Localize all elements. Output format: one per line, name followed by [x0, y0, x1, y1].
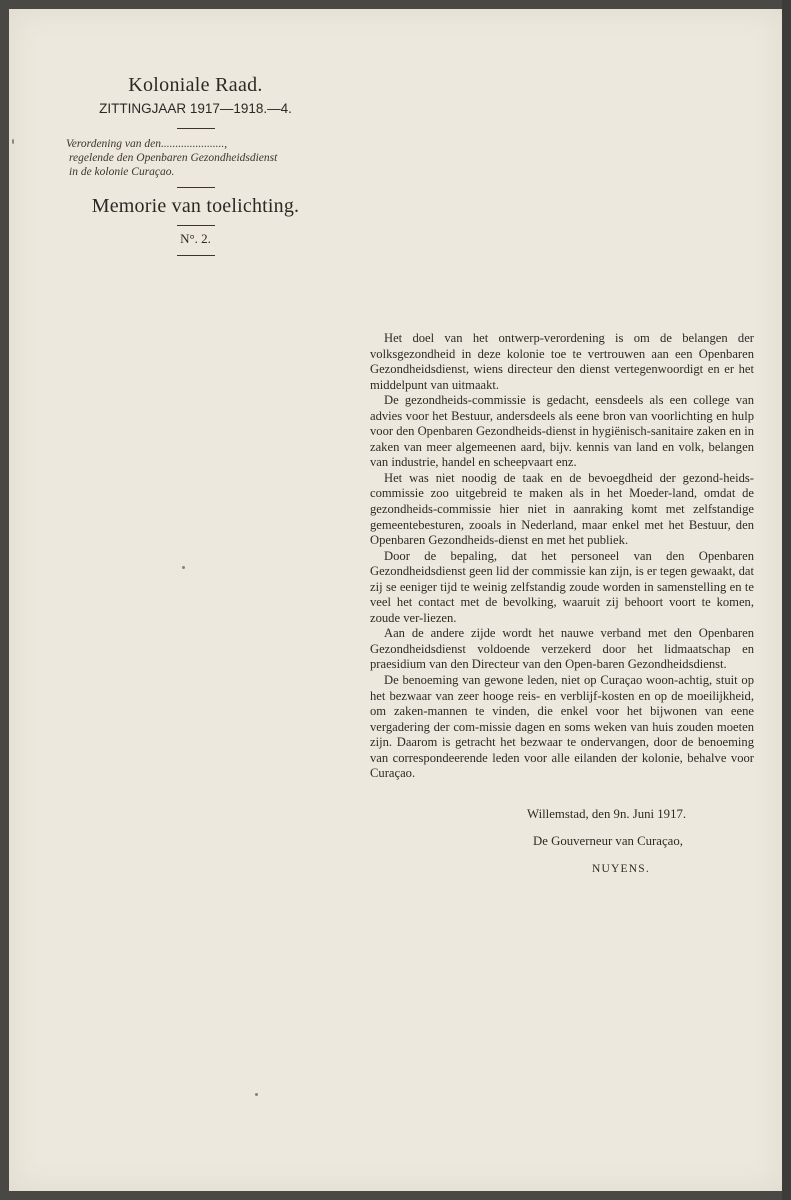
- document-number: N°. 2.: [180, 231, 211, 246]
- signature-name: NUYENS.: [592, 863, 650, 875]
- paper-speck: [182, 566, 185, 569]
- ordinance-description: [58, 137, 333, 179]
- divider: [177, 255, 215, 256]
- ordinance-line: Verordening van den......................,: [66, 138, 228, 150]
- body-paragraph: Het doel van het ontwerp-verordening is om de belangen der volksgezondheid in deze kolonie toe te vertrouwen aan een Openbaren Gezondheidsdienst, wiens directeur den dienst vertegenwoordigt en er het middelpunt van uitmaakt.: [370, 331, 754, 392]
- divider: [177, 187, 215, 188]
- body-paragraph: Het was niet noodig de taak en de bevoegdheid der gezond-heids-commissie zoo uitgebreid te maken als in het Moeder-land, omdat de gezondheids-commissie hier niet in aanraking komt met zelfstandige gemeentebesturen, zooals in Nederland, maar enkel met het Bestuur, den Openbaren Gezondheids-dienst en met het publiek.: [370, 470, 754, 548]
- ordinance-line: regelende den Openbaren Gezondheidsdienst: [69, 152, 278, 164]
- paper-speck: [255, 1093, 258, 1096]
- document-header: [58, 72, 333, 264]
- body-paragraph: De benoeming van gewone leden, niet op Curaçao woon-achtig, stuit op het bezwaar van zeer hooge reis- en verblijf-kosten en op de moeilijkheid, om zaken-mannen te vinden, die enkel voor het bijwonen van eene vergadering der com-missie dagen en soms weken van huis zouden moeten zijn. Daarom is getracht het bezwaar te ondervangen, door de benoeming van correspondeerende leden voor alle eilanden der kolonie, behalve voor Curaçao.: [370, 673, 754, 781]
- signature-title: De Gouverneur van Curaçao,: [533, 834, 683, 848]
- paper-speck: [12, 139, 14, 144]
- body-paragraph: Aan de andere zijde wordt het nauwe verband met den Openbaren Gezondheidsdienst voldoende verzekerd door het lidmaatschap en praesidium van den Directeur van den Open-baren Gezondheidsdienst.: [370, 626, 754, 672]
- scan-edge: [782, 0, 791, 1200]
- divider: [177, 225, 215, 226]
- ordinance-line: in de kolonie Curaçao.: [69, 166, 175, 178]
- body-paragraph: De gezondheids-commissie is gedacht, eensdeels als een college van advies voor het Bestuur, andersdeels als eene bron van voorlichting en hulp voor den Openbaren Gezondheids-dienst in hygiënisch-sanitaire zaken en in zaken van meer algemeenen aard, bijv. kennis van land en volk, belangen van industrie, handel en scheepvaart enz.: [370, 393, 754, 470]
- divider: [177, 128, 215, 129]
- memorandum-body: [370, 331, 754, 782]
- session-year: ZITTINGJAAR 1917—1918.—4.: [99, 101, 292, 116]
- signature-place-date: Willemstad, den 9n. Juni 1917.: [527, 807, 687, 821]
- council-heading: Koloniale Raad.: [128, 74, 263, 96]
- body-paragraph: Door de bepaling, dat het personeel van den Openbaren Gezondheidsdienst geen lid der commissie kan zijn, is er tegen gewaakt, dat zij se eeniger tijd te weinig zelfstandig zoude worden in samenstelling en te veel het contact met de bevolking, waaruit zij behoort voort te komen, zoude ver-liezen.: [370, 548, 754, 625]
- document-title: Memorie van toelichting.: [91, 195, 300, 217]
